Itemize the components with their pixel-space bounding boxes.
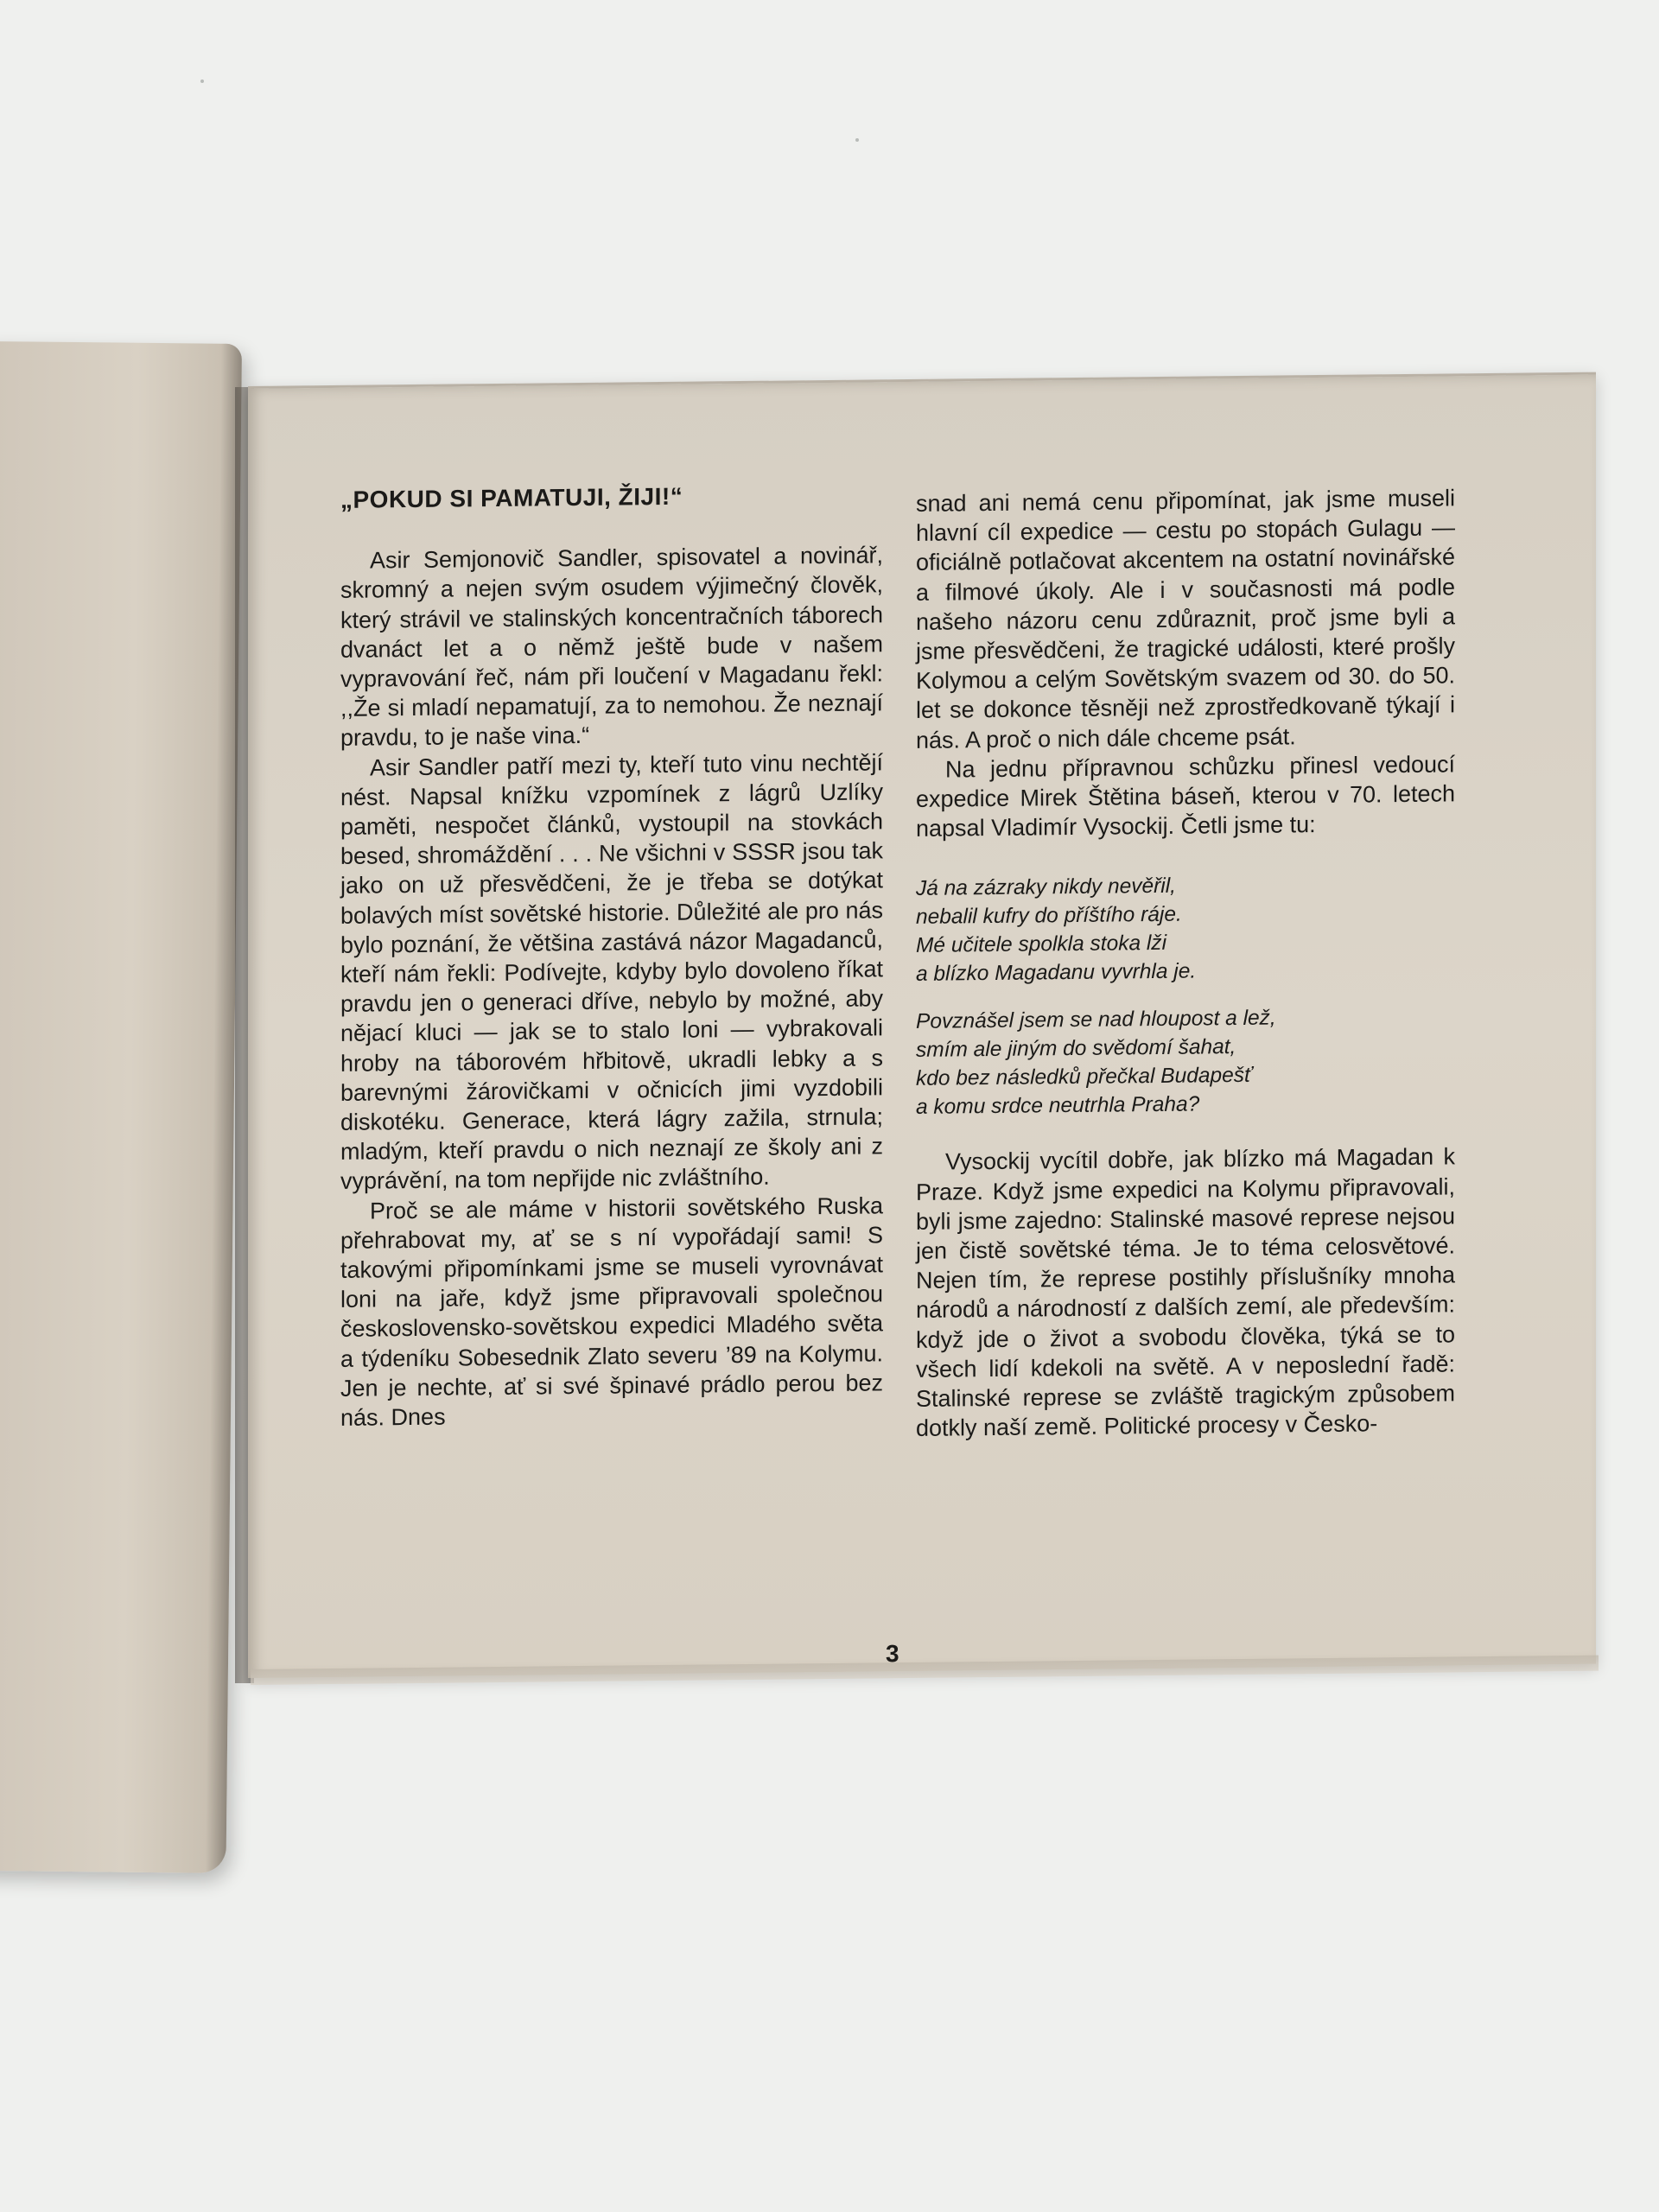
dust-speck <box>200 79 204 83</box>
poem-stanza <box>916 1002 1455 1122</box>
poem-line: a komu srdce neutrhla Praha? <box>916 1092 1200 1120</box>
poem-line: Povznášel jsem se nad hloupost a lež, <box>916 1006 1276 1034</box>
poem <box>916 869 1455 1122</box>
book-page <box>248 372 1596 1678</box>
poem-line: kdo bez následků přečkal Budapešť <box>916 1064 1252 1091</box>
dust-speck <box>855 138 859 142</box>
paragraph: Asir Semjonovič Sandler, spisovatel a novinář, skromný a nejen svým osudem výjimečný člověk, který strávil ve stalinských koncentračních táborech dvanáct let a o němž ještě bude v našem vypravování řeč, nám při loučení v Magadanu řekl: ,,Že si mladí nepamatují, za to nemohou. Že neznají pravdu, to je naše vina.“ <box>340 542 883 752</box>
poem-stanza <box>916 869 1455 989</box>
page-number: 3 <box>886 1640 899 1668</box>
right-text-column <box>916 483 1455 1443</box>
left-text-column <box>340 480 883 1433</box>
paragraph: Proč se ale máme v historii sovětského Ruska přehrabovat my, ať se s ní vypořádají sami! S takovými připomínkami jsme se museli vyrovnávat loni na jaře, když jsme připravovali společnou československo-sovětskou expedici Mladého světa a týdeníku Sobesednik Zlato severu ’89 na Kolymu. Jen je nechte, ať si své špinavé prádlo perou bez nás. Dnes <box>340 1192 883 1431</box>
poem-line: Mé učitele spolkla stoka lži <box>916 931 1167 958</box>
left-page-edge <box>0 341 242 1873</box>
paragraph: snad ani nemá cenu připomínat, jak jsme museli hlavní cíl expedice — cestu po stopách Gulagu — oficiálně potlačovat akcentem na ostatní novinářské a filmové úkoly. Ale i v současnosti má podle našeho názoru cenu zdůraznit, proč jsme byli a jsme přesvědčeni, že tragické události, které prošly Kolymou a celým Sovětským svazem od 30. do 50. let se dokonce těsněji než zprostředkovaně týkají i nás. A proč o nich dále chceme psát. <box>916 485 1455 753</box>
paragraph: Asir Sandler patří mezi ty, kteří tuto vinu nechtějí nést. Napsal knížku vzpomínek z lágrů Uzlíky paměti, nespočet článků, vystoupil na stovkách besed, shromáždění . . . Ne všichni v SSSR jsou tak jako on už přesvědčeni, že je třeba se dotýkat bolavých míst sovětské historie. Důležité ale pro nás bylo poznání, že většina zastává názor Magadanců, kteří nám řekli: Podívejte, kdyby bylo dovoleno říkat pravdu jen o generaci dříve, nebylo by možné, aby nějací kluci — jak se to stalo loni — vybrakovali hroby na táborovém hřbitově, ukradli lebky a s barevnými žárovičkami v očnicích jimi vyzdobili diskotéku. Generace, která lágry zažila, strnula; mladým, kteří pravdu o nich neznají ze školy ani z vyprávění, na tom nepřijde nic zvláštního. <box>340 748 883 1195</box>
paragraph: Vysockij vycítil dobře, jak blízko má Magadan k Praze. Když jsme expedici na Kolymu připravovali, byli jsme zajedno: Stalinské masové represe nejsou jen čistě sovětské téma. Je to téma celosvětové. Nejen tím, že represe postihly příslušníky mnoha národů a národností z dalších zemí, ale především: když jde o život a svobodu člověka, týká se to všech lidí kdekoli na světě. A v neposlední řadě: Stalinské represe se zvláště tragickým způsobem dotkly naší země. Politické procesy v Česko- <box>916 1143 1455 1442</box>
poem-line: smím ale jiným do svědomí šahat, <box>916 1035 1236 1063</box>
poem-line: nebalil kufry do příštího ráje. <box>916 903 1182 930</box>
poem-line: a blízko Magadanu vyvrhla je. <box>916 959 1197 987</box>
article-heading: „POKUD SI PAMATUJI, ŽIJI!“ <box>340 482 683 513</box>
poem-line: Já na zázraky nikdy nevěřil, <box>916 874 1176 901</box>
paragraph: Na jednu přípravnou schůzku přinesl vedoucí expedice Mirek Štětina báseň, kterou v 70. letech napsal Vladimír Vysockij. Četli jsme tu: <box>916 751 1455 842</box>
